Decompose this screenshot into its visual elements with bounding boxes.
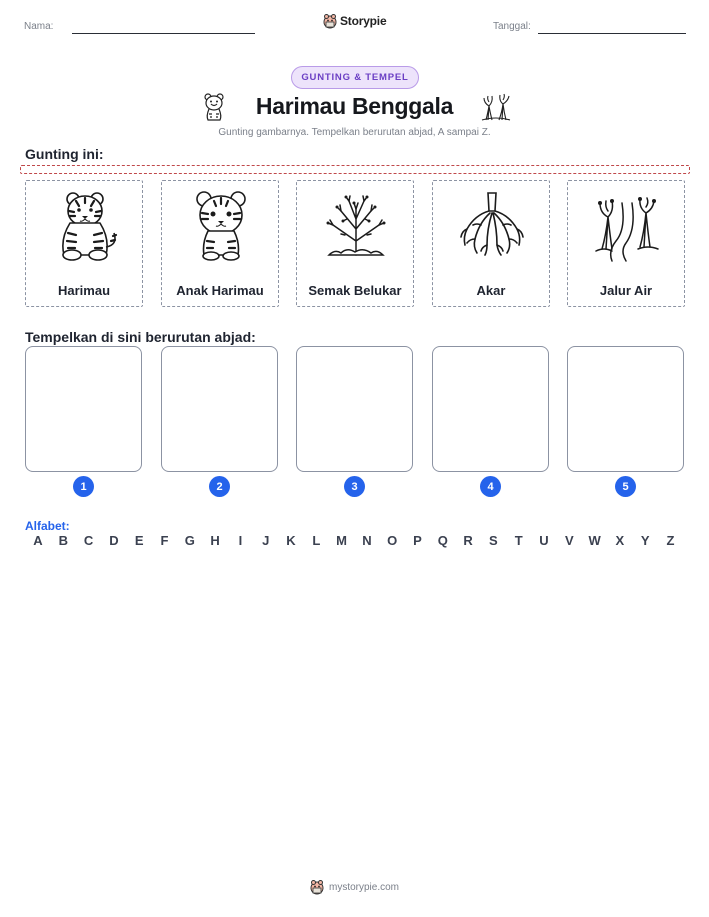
footer-site: mystorypie.com xyxy=(328,881,399,893)
alphabet-letter: J xyxy=(262,533,270,548)
activity-badge: GUNTING & TEMPEL xyxy=(291,66,419,89)
roots-icon xyxy=(457,189,527,263)
alphabet-letter: G xyxy=(184,533,195,548)
page-title: Harimau Benggala xyxy=(255,93,454,119)
cut-card-anak-harimau[interactable] xyxy=(161,180,279,307)
alphabet-letter: Q xyxy=(437,533,448,548)
paste-slot-5[interactable] xyxy=(567,346,684,472)
paste-slot-4[interactable] xyxy=(432,346,549,472)
alphabet-letter: Z xyxy=(666,533,675,548)
slot-number-badge: 2 xyxy=(209,476,230,497)
storypie-mascot-icon xyxy=(323,13,337,29)
slot-number-badge: 5 xyxy=(615,476,636,497)
date-field-line[interactable] xyxy=(538,33,686,34)
mangrove-icon xyxy=(480,92,512,122)
paste-slot-2[interactable] xyxy=(161,346,278,472)
instructions: Gunting gambarnya. Tempelkan berurutan abjad, A sampai Z. xyxy=(218,127,491,138)
cut-card-harimau[interactable] xyxy=(25,180,143,307)
alphabet-letter: M xyxy=(336,533,348,548)
tiger-cub-icon xyxy=(186,189,256,263)
footer xyxy=(0,879,709,895)
brand-name: Storypie xyxy=(340,14,387,28)
storypie-mascot-icon xyxy=(310,879,324,895)
brand-logo xyxy=(323,13,386,29)
alphabet-letter: N xyxy=(362,533,372,548)
alphabet-letter: O xyxy=(387,533,398,548)
alphabet-letter: C xyxy=(83,533,94,548)
alphabet-letter: Y xyxy=(640,533,650,548)
bush-icon xyxy=(321,189,391,263)
cut-card-jalur-air[interactable] xyxy=(567,180,685,307)
alphabet-letter: K xyxy=(286,533,296,548)
alphabet-letter: D xyxy=(109,533,119,548)
alphabet-letter: X xyxy=(615,533,625,548)
alphabet-letter: W xyxy=(588,533,601,548)
alphabet-letter: U xyxy=(539,533,549,548)
name-field-line[interactable] xyxy=(72,33,255,34)
cut-card-akar[interactable] xyxy=(432,180,550,307)
card-label: Harimau xyxy=(57,283,111,298)
slot-number-badge: 3 xyxy=(344,476,365,497)
alphabet-letter: R xyxy=(463,533,473,548)
alphabet-letter: L xyxy=(312,533,321,548)
alphabet-letter: S xyxy=(489,533,498,548)
card-label: Semak Belukar xyxy=(308,283,402,298)
card-label: Anak Harimau xyxy=(176,283,264,298)
paste-slot-3[interactable] xyxy=(296,346,413,472)
alphabet-letter: P xyxy=(413,533,422,548)
worksheet-header xyxy=(0,0,709,50)
card-label: Jalur Air xyxy=(599,283,653,298)
cut-line-strip xyxy=(20,165,690,174)
alphabet-letter: V xyxy=(564,533,574,548)
paste-slot-1[interactable] xyxy=(25,346,142,472)
paste-section-label: Tempelkan di sini berurutan abjad: xyxy=(25,329,256,345)
alphabet-letter: I xyxy=(238,533,243,548)
card-label: Akar xyxy=(476,283,506,298)
alphabet-letter: F xyxy=(160,533,169,548)
cut-section-label: Gunting ini: xyxy=(25,146,104,162)
alphabet-letter: E xyxy=(134,533,144,548)
alphabet-letter: T xyxy=(514,533,523,548)
waterway-icon xyxy=(592,189,662,263)
title-row xyxy=(0,90,709,126)
name-label: Nama: xyxy=(24,21,54,32)
cut-card-semak-belukar[interactable] xyxy=(296,180,414,307)
date-label: Tanggal: xyxy=(493,21,531,32)
slot-number-badge: 1 xyxy=(73,476,94,497)
alphabet-label: Alfabet: xyxy=(25,519,70,533)
alphabet-letter: H xyxy=(210,533,220,548)
alphabet-row xyxy=(25,533,685,551)
tiger-icon xyxy=(50,189,120,263)
alphabet-letter: B xyxy=(58,533,68,548)
alphabet-letter: A xyxy=(33,533,43,548)
slot-number-badge: 4 xyxy=(480,476,501,497)
